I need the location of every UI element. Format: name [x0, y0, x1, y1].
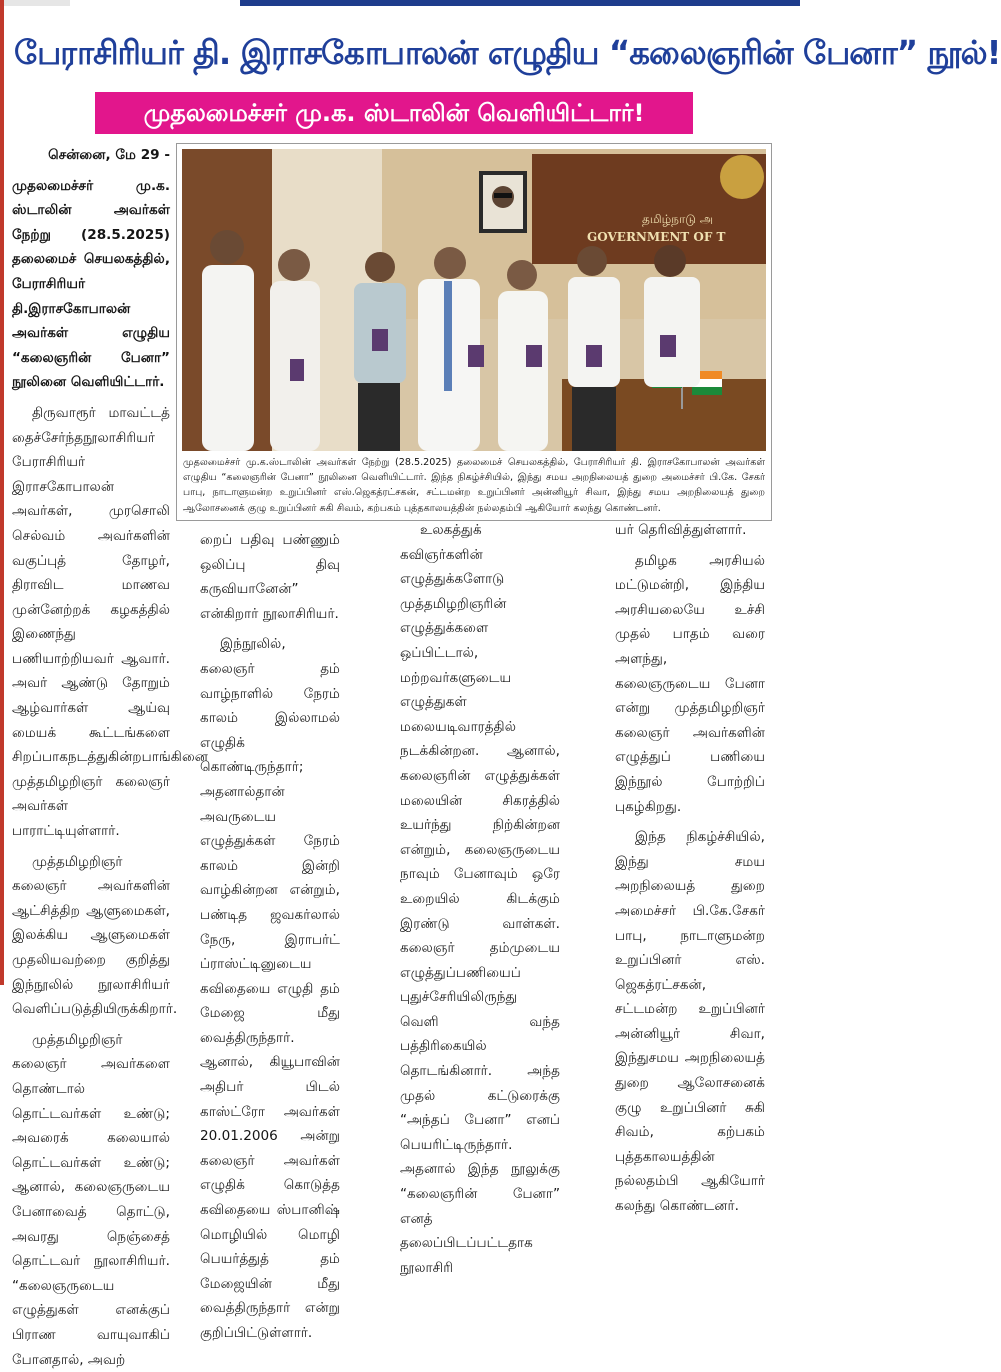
- headline: பேராசிரியர் தி. இராசகோபாலன் எழுதிய “கலைஞரின் பேனா” நூல்!: [14, 33, 1001, 72]
- subheadline-banner: முதலமைச்சர் மு.க. ஸ்டாலின் வெளியிட்டார்!: [95, 92, 693, 134]
- column-2: [200, 528, 340, 1341]
- column-3: [400, 518, 560, 1276]
- top-bar: [0, 0, 800, 8]
- sign-text-2: GOVERNMENT OF T: [587, 230, 726, 244]
- sign-text-1: தமிழ்நாடு அ: [642, 212, 714, 226]
- column-4: [615, 518, 765, 1215]
- dateline: சென்னை, மே 29 -: [48, 147, 170, 163]
- paragraph: றைப் பதிவு பண்ணும் ஒலிப்பு திவு கருவியானேன்” என்கிறார் நூலாசிரியர்.: [200, 532, 340, 622]
- paragraph: உலகத்துக் கவிஞர்களின் எழுத்துக்களோடு முத்தமிழறிஞரின் எழுத்துக்களை ஒப்பிட்டால், மற்றவர்களுடைய எழுத்துகள் மலையடிவாரத்தில் நடக்கின்றன. ஆனால், கலைஞரின் எழுத்துக்கள் மலையின் சிகரத்தில் உயர்ந்து நிற்கின்றன என்றும், கலைஞருடைய நாவும் பேனாவும் ஒரே உறையில் கிடக்கும் இரண்டு வாள்கள். கலைஞர் தம்முடைய எழுத்துப்பணியைப் புதுச்சேரியிலிருந்து வெளி வந்த பத்திரிகையில் தொடங்கினார். அந்த முதல் கட்டுரைக்கு “அந்தப் பேனா” எனப் பெயரிட்டிருந்தார். அதனால் இந்த நூலுக்கு “கலைஞரின் பேனா” எனத் தலைப்பிடப்பட்டதாக நூலாசிரி: [400, 522, 560, 1276]
- paragraph: இந்த நிகழ்ச்சியில், இந்து சமய அறநிலையத் துறை அமைச்சர் பி.கே.சேகர் பாபு, நாடாளுமன்ற உறுப்பினர் எஸ். ஜெகத்ரட்சகன், சட்டமன்ற உறுப்பினர் அன்னியூர் சிவா, இந்துசமய அறநிலையத் துறை ஆலோசனைக் குழு உறுப்பினர் சுகி சிவம், கற்பகம் புத்தகாலயத்தின் நல்லதம்பி ஆகியோர் கலந்து கொண்டனர்.: [615, 829, 765, 1215]
- paragraph: தமிழக அரசியல் மட்டுமன்றி, இந்திய அரசியலையே உச்சி முதல் பாதம் வரை அளந்து, கலைஞருடைய பேனா என்று முத்தமிழறிஞர் கலைஞர் அவர்களின் எழுத்துப் பணியை இந்நூல் போற்றிப் புகழ்கிறது.: [615, 552, 765, 815]
- paragraph: முத்தமிழறிஞர் கலைஞர் அவர்களை தொண்டால் தொட்டவர்கள் உண்டு; அவரைக் கலையால் தொட்டவர்கள் உண்டு; ஆனால், கலைஞருடைய பேனாவைத் தொட்டு, அவரது நெஞ்சைத் தொட்டவர் நூலாசிரியர். “கலைஞருடைய எழுத்துகள் எனக்குப் பிராண வாயுவாகிப் போனதால், அவற்: [12, 1031, 170, 1368]
- photo-caption: முதலமைச்சர் மு.க.ஸ்டாலின் அவர்கள் நேற்று (28.5.2025) தலைமைச் செயலகத்தில், பேராசிரியர் தி. இராசகோபாலன் அவர்கள் எழுதிய “கலைஞரின் பேனா” நூலினை வெளியிட்டார். இந்த நிகழ்ச்சியில், இந்து சமய அறநிலையத் துறை அமைச்சர் பி.கே. சேகர் பாபு, நாடாளுமன்ற உறுப்பினர் எஸ்.ஜெகத்ரட்சகன், சட்டமன்ற உறுப்பினர் அன்னியூர் சிவா, இந்து சமய அறநிலையத் துறை ஆலோசனைக் குழு உறுப்பினர் சுகி சிவம், கற்பகம் புத்தகாலயத்தின் நல்லதம்பி ஆகியோர் கலந்து கொண்டனர்.: [183, 457, 765, 514]
- paragraph: திருவாரூர் மாவட்டத் தைச்சேர்ந்தநூலாசிரியர் பேராசிரியர் இராசகோபாலன் அவர்கள், முரசொலி செல்வம் அவர்களின் வகுப்புத் தோழர், திராவிட மாணவ முன்னேற்றக் கழகத்தில் இணைந்து பணியாற்றியவர் ஆவார். அவர் ஆண்டு தோறும் ஆழ்வார்கள் ஆய்வு மையக் கூட்டங்களை சிறப்பாகநடத்துகின்றபாங்கினை முத்தமிழறிஞர் கலைஞர் அவர்கள் பாராட்டியுள்ளார்.: [12, 404, 208, 840]
- paragraph: இந்நூலில், கலைஞர் தம் வாழ்நாளில் நேரம் காலம் இல்லாமல் எழுதிக் கொண்டிருந்தார்; அதனால்தான் அவருடைய எழுத்துக்கள் நேரம் காலம் இன்றி வாழ்கின்றன என்றும், பண்டித ஜவகர்லால் நேரு, இராபர்ட் ப்ராஸ்ட்டினுடைய கவிதையை எழுதி தம் மேஜை மீது வைத்திருந்தார். ஆனால், கியூபாவின் அதிபர் பிடல் காஸ்ட்ரோ அவர்கள் 20.01.2006 அன்று கலைஞர் அவர்கள் எழுதிக் கொடுத்த கவிதையை ஸ்பானிஷ் மொழியில் மொழி பெயர்த்துத் தம் மேஜையின் மீது வைத்திருந்தார் என்று குறிப்பிட்டுள்ளார்.: [200, 636, 340, 1341]
- lead-paragraph: முதலமைச்சர் மு.க. ஸ்டாலின் அவர்கள் நேற்று (28.5.2025) தலைமைச் செயலகத்தில், பேராசிரியர் தி.இராசகோபாலன் அவர்கள் எழுதிய “கலைஞரின் பேனா” நூலினை வெளியிட்டார்.: [12, 177, 170, 391]
- paragraph: முத்தமிழறிஞர் கலைஞர் அவர்களின் ஆட்சித்திற ஆளுமைகள், இலக்கிய ஆளுமைகள் முதலியவற்றை குறித்து இந்நூலில் நூலாசிரியர் வெளிப்படுத்தியிருக்கிறார்.: [12, 853, 178, 1018]
- column-1: [12, 143, 208, 1368]
- emblem-icon: [720, 155, 764, 199]
- news-photo-frame: [176, 143, 772, 521]
- left-margin-rule: [0, 0, 4, 985]
- top-bar-left: [0, 0, 70, 6]
- news-photo: [182, 149, 766, 451]
- top-bar-accent: [240, 0, 800, 6]
- paragraph: யர் தெரிவித்துள்ளார்.: [615, 522, 747, 538]
